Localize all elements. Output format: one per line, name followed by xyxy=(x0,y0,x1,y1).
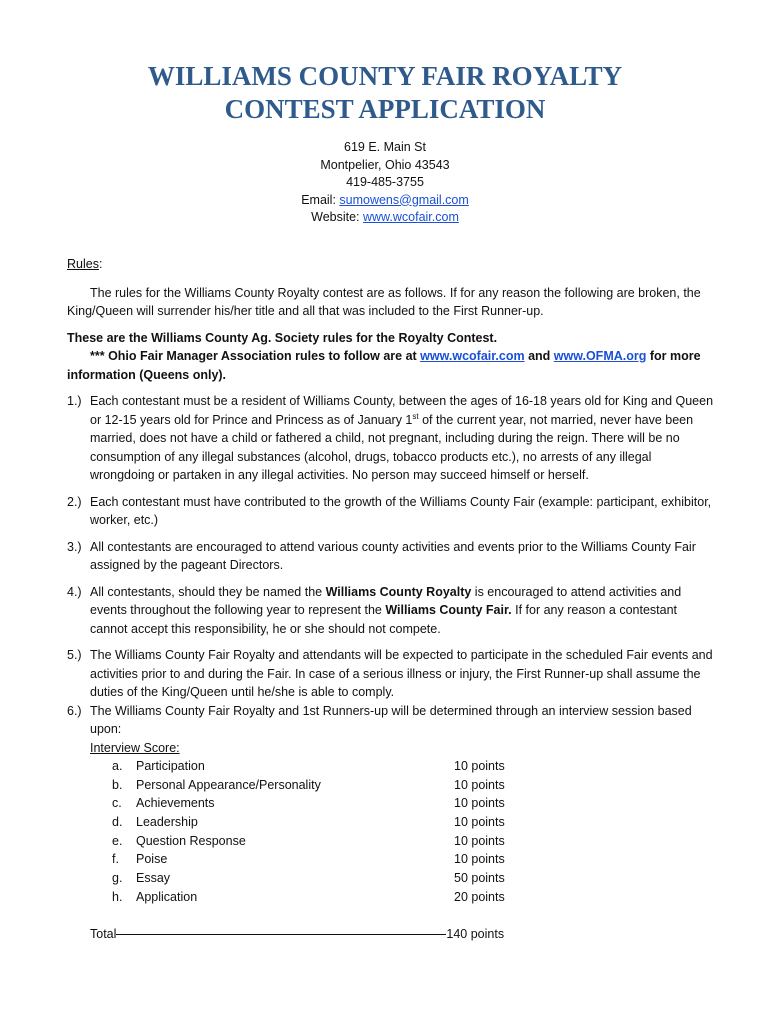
score-name: Leadership xyxy=(136,815,198,830)
score-row xyxy=(90,776,715,795)
rule-item xyxy=(67,493,715,530)
total-rule-line xyxy=(116,934,446,935)
rule-text-part: is encouraged to attend activities and events throughout the following year to represent the xyxy=(90,584,682,617)
ofma-prefix: *** Ohio Fair Manager Association rules to follow are at xyxy=(90,349,421,363)
score-points: 10 points xyxy=(454,777,505,792)
score-row xyxy=(90,888,715,907)
rule-number: 5.) xyxy=(67,648,82,662)
rules-heading-line xyxy=(67,255,715,274)
score-points: 10 points xyxy=(454,815,505,830)
rule-bold-part: Williams County Royalty xyxy=(325,584,472,599)
rule-item xyxy=(67,646,715,702)
ofma-link-wcofair[interactable]: www.wcofair.com xyxy=(420,349,525,363)
score-letter: h. xyxy=(112,889,123,904)
rule-text: All contestants are encouraged to attend various county activities and events prior to the Williams County Fair assigned by the pageant Directors. xyxy=(90,539,696,572)
score-name: Question Response xyxy=(136,833,246,848)
score-points: 20 points xyxy=(454,889,505,904)
score-letter: c. xyxy=(112,796,122,811)
rule-item xyxy=(67,583,715,639)
rule-text-part: The Williams County Fair Royalty and 1st Runners-up will be determined through an interview session based upon: xyxy=(90,703,692,736)
rule-item xyxy=(67,702,715,907)
street: 619 E. Main St xyxy=(344,140,426,154)
rule-text-part: All contestants, should they be named the xyxy=(90,584,326,599)
score-row xyxy=(90,813,715,832)
email-link[interactable]: sumowens@gmail.com xyxy=(339,192,469,207)
score-letter: d. xyxy=(112,815,123,830)
score-letter: f. xyxy=(112,852,119,867)
rule-item xyxy=(67,392,715,485)
email-line xyxy=(0,192,770,210)
rule-text xyxy=(90,702,715,907)
score-letter: g. xyxy=(112,871,123,886)
website-line xyxy=(0,209,770,227)
city: Montpelier, Ohio 43543 xyxy=(320,157,450,172)
rule-text-part: of the current year, not married, never have been married, does not have a child or fathered a child, not pregnant, including during the reign. There will be no consumption of any illegal substances (alcohol, drugs, tobacco products etc.), no arrests of any illegal wrongdoing or partaken in any illegal activities. No person may succeed himself or herself. xyxy=(90,412,694,482)
score-letter: a. xyxy=(112,759,123,773)
rule-text-part: If for any reason a contestant cannot accept this responsibility, he or she should not compete. xyxy=(90,603,678,636)
title-line-1: WILLIAMS COUNTY FAIR ROYALTY xyxy=(147,61,623,91)
score-letter: b. xyxy=(112,777,123,792)
score-name: Application xyxy=(136,889,198,904)
ofma-suffix: for more information (Queens only). xyxy=(67,349,701,382)
rule-number: 1.) xyxy=(67,394,82,408)
score-points: 50 points xyxy=(454,871,505,886)
email-label: Email: xyxy=(301,192,340,207)
score-name: Personal Appearance/Personality xyxy=(136,777,321,792)
rule-text: The Williams County Fair Royalty and attendants will be expected to participate in the scheduled Fair events and activities prior to and during the Fair. In case of a serious illness or injury, the First Runner-up shall assume the duties of the King/Queen until he/she is able to comply. xyxy=(90,648,713,699)
total-points: 140 points xyxy=(446,926,505,941)
score-name: Achievements xyxy=(136,796,215,811)
society-rules: These are the Williams County Ag. Society rules for the Royalty Contest. xyxy=(67,330,498,345)
score-row xyxy=(90,757,715,776)
score-row xyxy=(90,850,715,869)
website-label: Website: xyxy=(311,210,363,224)
rule-number: 4.) xyxy=(67,584,82,599)
rules-intro: The rules for the Williams County Royalty contest are as follows. If for any reason the following are broken, the King/Queen will surrender his/her title and all that was included to the First Runner-up. xyxy=(67,285,701,318)
rule-item xyxy=(67,538,715,575)
rule-bold-part: Williams County Fair. xyxy=(385,603,512,617)
score-name: Poise xyxy=(136,852,168,867)
ofma-and: and xyxy=(524,349,554,363)
score-name: Essay xyxy=(136,871,171,886)
score-points: 10 points xyxy=(454,833,505,848)
interview-heading: Interview Score: xyxy=(90,740,180,755)
rule-number: 6.) xyxy=(67,703,82,718)
address-block xyxy=(0,139,770,227)
rule-text-part: Each contestant must be a resident of Williams County, between the ages of 16-18 years old for King and Queen or 12-15 years old for Prince and Princess as of January 1 xyxy=(90,394,714,427)
page-title xyxy=(0,60,770,126)
score-name: Participation xyxy=(136,759,205,773)
score-row xyxy=(90,794,715,813)
rule-text: Each contestant must have contributed to the growth of the Williams County Fair (example: participant, exhibitor, worker, etc.) xyxy=(90,494,712,527)
score-letter: e. xyxy=(112,833,123,848)
ofma-link-ofma[interactable]: www.OFMA.org xyxy=(553,349,647,363)
interview-score-list xyxy=(90,757,715,907)
rules-heading: Rules xyxy=(67,257,99,271)
rule-text xyxy=(90,392,715,485)
score-points: 10 points xyxy=(454,796,505,811)
total-label: Total xyxy=(90,926,117,941)
title-line-2: CONTEST APPLICATION xyxy=(224,94,546,124)
score-row xyxy=(90,832,715,851)
score-points: 10 points xyxy=(454,759,505,773)
rules-colon: : xyxy=(98,257,103,271)
phone: 419-485-3755 xyxy=(346,175,424,189)
total-row xyxy=(90,925,715,944)
score-row xyxy=(90,869,715,888)
website-link[interactable]: www.wcofair.com xyxy=(363,210,459,224)
ofma-note xyxy=(67,347,715,384)
score-points: 10 points xyxy=(454,852,505,867)
rule-text xyxy=(90,583,715,639)
rules-body xyxy=(67,255,715,943)
rule-number: 3.) xyxy=(67,539,82,554)
rule-number: 2.) xyxy=(67,494,82,509)
rule-superscript: st xyxy=(412,411,419,421)
